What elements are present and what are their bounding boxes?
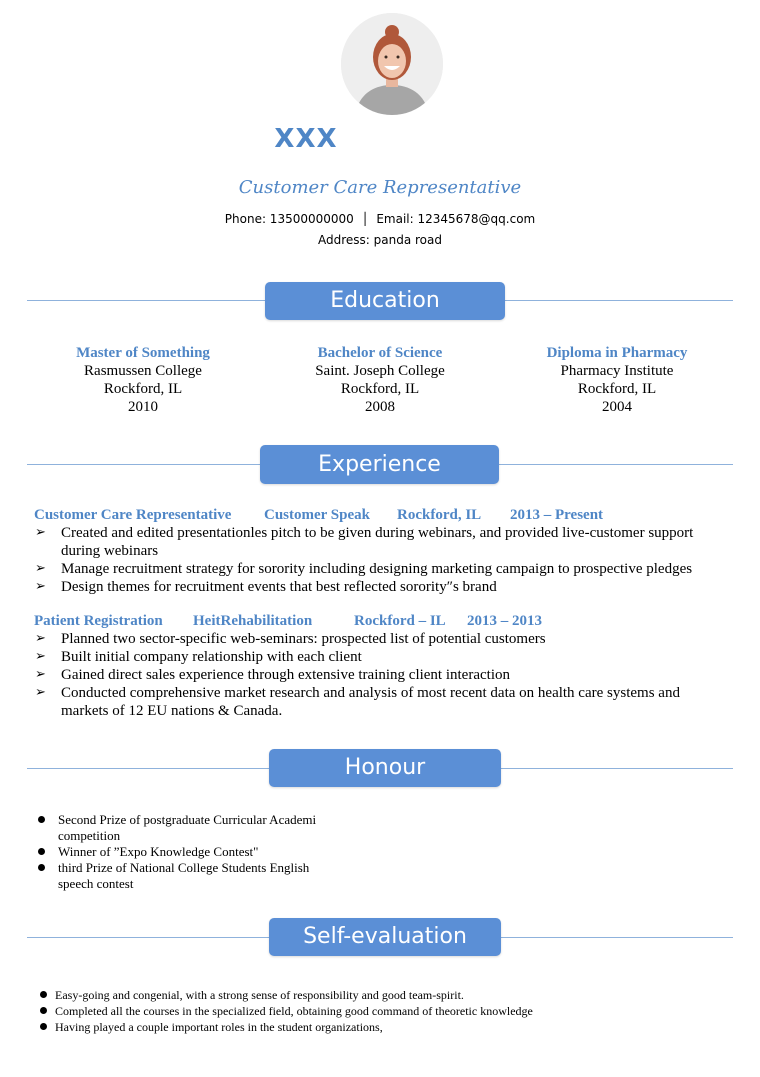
- school: Rasmussen College: [84, 363, 202, 379]
- contact-line: [0, 212, 760, 226]
- job-bullets: [34, 630, 724, 720]
- job-role: Patient Registration: [34, 613, 163, 629]
- job-dates: 2013 – Present: [510, 507, 604, 523]
- job-bullets: [34, 524, 724, 596]
- education-entry: [265, 344, 495, 416]
- job-company: Customer Speak: [264, 507, 370, 523]
- job-location: Rockford – IL: [354, 613, 446, 629]
- self-evaluation-list: [35, 987, 735, 1035]
- list-item: ➢ Planned two sector-specific web-seminars: prospected list of potential customers: [34, 630, 724, 648]
- list-item: ➢ Conducted comprehensive market research and analysis of most recent data on health care systems and markets of 12 EU nations & Canada.: [34, 684, 724, 720]
- section-title-honour: Honour: [269, 749, 501, 787]
- list-item: third Prize of National College Students English speech contest: [35, 860, 345, 892]
- job-title: Customer Care Representative: [238, 177, 522, 198]
- degree: Diploma in Pharmacy: [546, 345, 688, 361]
- job-header: [34, 613, 734, 631]
- section-title-education: Education: [265, 282, 505, 320]
- phone: Phone: 13500000000: [224, 212, 354, 226]
- section-title-experience: Experience: [260, 445, 499, 484]
- education-entry: [28, 344, 258, 416]
- list-item: ➢ Design themes for recruitment events that best reflected sorority″s brand: [34, 578, 724, 596]
- location: Rockford, IL: [103, 381, 183, 397]
- job-header: [34, 507, 734, 525]
- section-title-self-evaluation: Self-evaluation: [269, 918, 501, 956]
- list-item: Easy-going and congenial, with a strong sense of responsibility and good team-spirit.: [35, 987, 735, 1003]
- section-rule-left: [27, 768, 269, 769]
- section-rule-right: [499, 464, 733, 465]
- email: Email: 12345678@qq.com: [376, 212, 536, 226]
- honour-list: [35, 812, 345, 892]
- address: Address: panda road: [318, 233, 442, 247]
- job-location: Rockford, IL: [397, 507, 482, 523]
- profile-photo: [341, 13, 443, 115]
- section-rule-left: [27, 300, 267, 301]
- section-rule-right: [501, 768, 733, 769]
- section-rule-left: [27, 937, 269, 938]
- person-avatar-icon: [341, 13, 443, 115]
- education-entry: [502, 344, 732, 416]
- section-rule-right: [505, 300, 733, 301]
- list-item: ➢ Manage recruitment strategy for sorority including designing marketing campaign to prospective pledges: [34, 560, 724, 578]
- list-item: ➢ Built initial company relationship with each client: [34, 648, 724, 666]
- location: Rockford, IL: [340, 381, 420, 397]
- section-rule-right: [501, 937, 733, 938]
- year: 2008: [365, 399, 395, 415]
- job-company: HeitRehabilitation: [193, 613, 313, 629]
- contact-divider: │: [357, 212, 373, 226]
- school: Saint. Joseph College: [315, 363, 445, 379]
- section-rule-left: [27, 464, 262, 465]
- candidate-name: XXX: [274, 124, 338, 154]
- job-dates: 2013 – 2013: [467, 613, 542, 629]
- list-item: Completed all the courses in the specialized field, obtaining good command of theoretic knowledge: [35, 1003, 735, 1019]
- list-item: Having played a couple important roles in the student organizations,: [35, 1019, 735, 1035]
- job-role: Customer Care Representative: [34, 507, 232, 523]
- list-item: ➢ Created and edited presentationles pitch to be given during webinars, and provided live-customer support during webinars: [34, 524, 724, 560]
- list-item: ➢ Gained direct sales experience through extensive training client interaction: [34, 666, 724, 684]
- degree: Bachelor of Science: [317, 345, 443, 361]
- list-item: Winner of ”Expo Knowledge Contest": [35, 844, 345, 860]
- year: 2010: [128, 399, 158, 415]
- school: Pharmacy Institute: [560, 363, 674, 379]
- year: 2004: [602, 399, 632, 415]
- location: Rockford, IL: [577, 381, 657, 397]
- list-item: Second Prize of postgraduate Curricular Academi competition: [35, 812, 345, 844]
- degree: Master of Something: [76, 345, 210, 361]
